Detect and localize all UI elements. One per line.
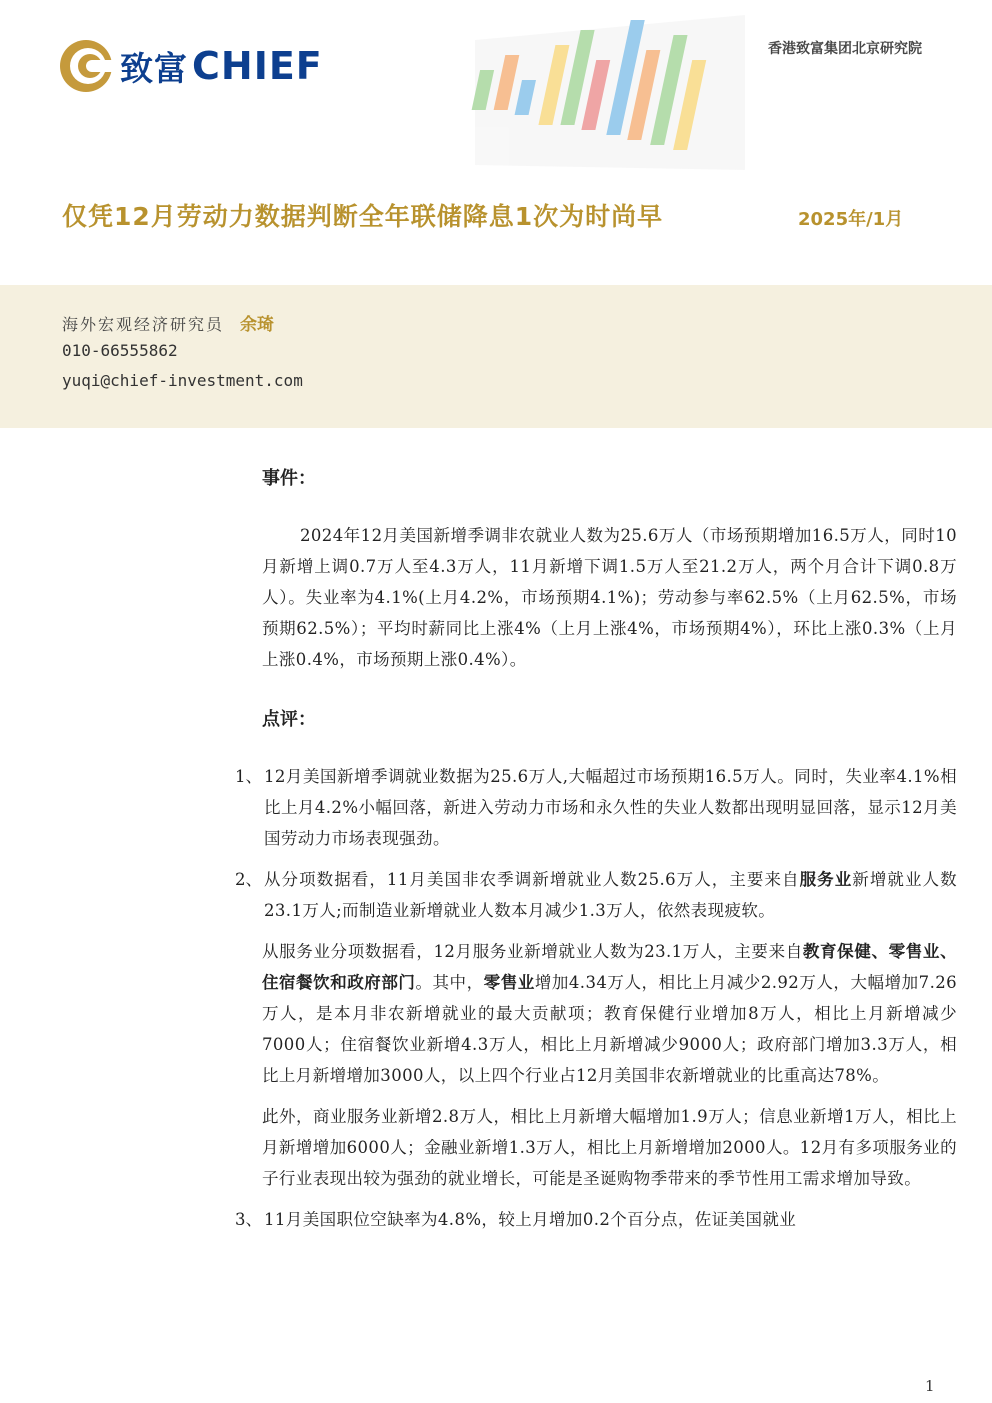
- comment-heading: 点评：: [262, 709, 316, 730]
- report-header: [0, 0, 992, 285]
- page-number: 1: [925, 1377, 935, 1395]
- item-number: 3、: [235, 1210, 262, 1229]
- author-role-row: [62, 310, 274, 335]
- item-text: 12月美国新增季调就业数据为25.6万人,大幅超过市场预期16.5万人。同时，失业率4.1%相比上月4.2%小幅回落，新进入劳动力市场和永久性的失业人数都出现明显回落，显示12月美国劳动力市场表现强劲。: [264, 767, 957, 848]
- item2-bold: 服务业: [799, 870, 853, 889]
- report-date: 2025年/1月: [798, 209, 904, 230]
- chief-logo-icon: [58, 38, 114, 94]
- p3-mid: 。其中，: [415, 973, 484, 992]
- decorative-bar-graphic: [455, 0, 755, 185]
- comment-item-1: [198, 761, 957, 854]
- other-services-paragraph: 此外，商业服务业新增2.8万人，相比上月新增大幅增加1.9万人；信息业新增1万人，相比上月新增增加6000人；金融业新增1.3万人，相比上月新增增加2000人。12月有多项服务业的子行业表现出较为强劲的就业增长，可能是圣诞购物季带来的季节性用工需求增加导致。: [262, 1107, 957, 1188]
- comment-item-2: [198, 864, 957, 926]
- report-body: [235, 450, 958, 1235]
- report-title: 仅凭12月劳动力数据判断全年联储降息1次为时尚早: [62, 202, 664, 231]
- p3-bold-retail: 零售业: [483, 973, 535, 992]
- p3-pre: 从服务业分项数据看，12月服务业新增就业人数为23.1万人，主要来自: [262, 942, 803, 961]
- organization-name: 香港致富集团北京研究院: [768, 41, 922, 57]
- logo-english-text: CHIEF: [192, 44, 323, 88]
- comment-item-3: [198, 1204, 957, 1235]
- event-heading: 事件：: [262, 468, 316, 489]
- author-role: 海外宏观经济研究员: [62, 315, 225, 334]
- company-logo: [58, 36, 323, 96]
- item2-post: 新增就业人数23.1万人;而制造业新增就业人数本月减少1.3万人，依然表现疲软。: [264, 870, 958, 920]
- author-phone: 010-66555862: [62, 341, 178, 360]
- item-number: 2、: [235, 870, 262, 889]
- logo-chinese-text: 致富: [120, 48, 188, 88]
- item-text: 11月美国职位空缺率为4.8%，较上月增加0.2个百分点，佐证美国就业: [264, 1210, 797, 1229]
- author-email[interactable]: yuqi@chief-investment.com: [62, 371, 303, 390]
- p3-bold-sectors: 教育保健、零售业、住宿餐饮和政府部门: [262, 942, 957, 992]
- event-paragraph: 2024年12月美国新增季调非农就业人数为25.6万人（市场预期增加16.5万人，同时10月新增上调0.7万人至4.3万人，11月新增下调1.5万人至21.2万人，两个月合计下调0.8万人）。失业率为4.1%(上月4.2%，市场预期4.1%)；劳动参与率62.5%（上月62.5%，市场预期62.5%）；平均时薪同比上涨4%（上月上涨4%，市场预期4%），环比上涨0.3%（上月上涨0.4%，市场预期上涨0.4%）。: [262, 526, 957, 669]
- author-name: 余琦: [240, 315, 275, 335]
- item-number: 1、: [235, 767, 262, 786]
- p3-post: 增加4.34万人，相比上月减少2.92万人，大幅增加7.26万人，是本月非农新增就业的最大贡献项；教育保健行业增加8万人，相比上月新增减少7000人；住宿餐饮业新增4.3万人，相比上月新增减少9000人；政府部门增加3.3万人，相比上月新增增加3000人，以上四个行业占12月美国非农新增就业的比重高达78%。: [262, 973, 958, 1085]
- services-breakdown-paragraph: [262, 936, 957, 1091]
- author-info-band: [0, 285, 992, 428]
- item-text: [264, 864, 957, 926]
- item2-pre: 从分项数据看，11月美国非农季调新增就业人数25.6万人，主要来自: [264, 870, 800, 889]
